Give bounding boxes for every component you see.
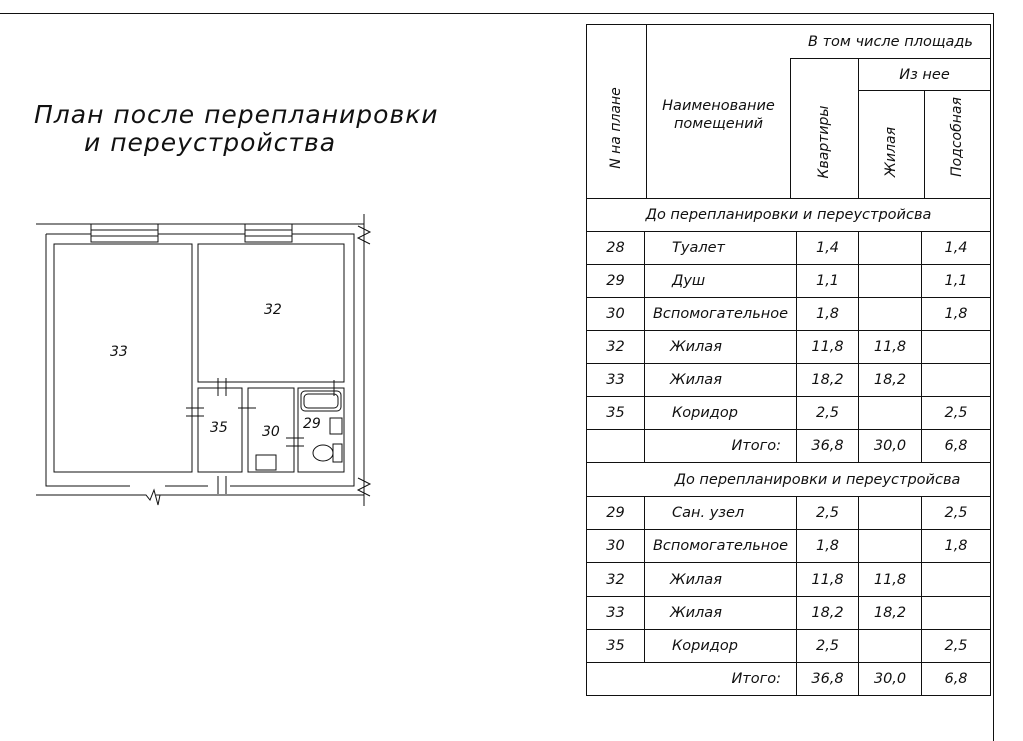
s2-total-apt: 36,8 [811,671,844,687]
s2-total-aux: 6,8 [944,671,968,687]
s1-total-label: Итого: [731,438,781,454]
room-label-29: 29 [303,416,321,432]
s2-row3-aux [922,563,990,596]
s2-row5-n: 35 [606,638,625,654]
s1-row2-apt: 1,1 [815,273,840,289]
s1-row3-apt: 1,8 [815,306,840,322]
room-label-32: 32 [264,302,282,318]
s1-row4-aux [922,331,990,363]
s2-row4-n: 33 [606,605,625,621]
section2-title: До перепланировки и переустройсва [674,471,961,488]
s1-row6-apt: 2,5 [815,405,840,421]
s2-row4-living: 18,2 [873,605,907,621]
s1-row2-name: Душ [672,273,706,289]
s2-total-label: Итого: [731,671,781,687]
s2-row4-apt: 18,2 [811,605,844,621]
s1-row2-n: 29 [606,273,625,289]
room-label-35: 35 [210,420,228,436]
s1-row2-aux: 1,1 [944,273,968,289]
header-number: N на плане [608,87,624,169]
s1-row6-aux: 2,5 [944,405,968,421]
s1-row6-n: 35 [606,405,625,421]
s2-row3-apt: 11,8 [811,571,844,588]
s2-row1-name: Сан. узел [672,505,745,521]
plan-title-line1: План после перепланировки [34,100,439,129]
s1-row4-living: 11,8 [873,339,907,355]
header-apartment: Квартиры [816,105,832,179]
s1-row5-name: Жилая [670,372,722,388]
section1-title: До перепланировки и переустройсва [645,207,932,223]
s2-row1-living [859,497,921,529]
s2-total-living: 30,0 [873,671,907,687]
s2-row5-living [859,630,921,662]
s2-row4-name: Жилая [670,605,722,621]
header-of-which: Из нее [899,66,950,83]
s2-row2-n: 30 [606,538,625,554]
s1-row2-living [859,265,921,297]
s2-row2-aux: 1,8 [944,538,968,554]
s1-row1-living [859,232,921,264]
s2-row4-aux [922,597,990,629]
s1-total-apt: 36,8 [811,438,844,454]
s2-row3-n: 32 [606,571,625,588]
s2-row2-name: Вспомогательное [652,538,789,554]
s2-row2-living [859,530,921,562]
s2-row3-living: 11,8 [873,571,907,588]
s1-total-aux: 6,8 [944,438,968,454]
s1-row5-n: 33 [606,372,625,388]
s1-row3-n: 30 [606,306,625,322]
s1-row1-name: Туалет [672,240,725,256]
s2-row2-apt: 1,8 [815,538,840,554]
s1-row4-n: 32 [606,339,625,355]
s1-row4-apt: 11,8 [811,339,844,355]
header-area-including: В том числе площадь [808,33,973,50]
s2-row1-apt: 2,5 [815,505,840,521]
room-label-33: 33 [110,344,128,360]
s1-row3-aux: 1,8 [944,306,968,322]
header-living: Жилая [883,126,899,178]
s1-row1-apt: 1,4 [815,240,840,256]
s1-row3-living [859,298,921,330]
s1-row3-name: Вспомогательное [652,306,789,322]
header-name [647,80,790,150]
s2-row5-apt: 2,5 [815,638,840,654]
s1-row5-aux [922,364,990,396]
s1-row4-name: Жилая [670,339,722,355]
s2-row3-name: Жилая [670,571,722,588]
header-auxiliary: Подсобная [949,97,965,177]
s1-total-living: 30,0 [873,438,907,454]
s1-row5-apt: 18,2 [811,372,844,388]
plan-title-line2: и переустройства [84,128,337,157]
s1-row5-living: 18,2 [873,372,907,388]
s2-row5-aux: 2,5 [944,638,968,654]
header-name-text: Наименование помещений [662,98,775,132]
s1-row6-living [859,397,921,429]
s2-row5-name: Коридор [672,638,738,654]
s1-row1-n: 28 [606,240,625,256]
s1-row6-name: Коридор [672,405,738,421]
s2-row1-aux: 2,5 [944,505,968,521]
s2-row1-n: 29 [606,505,625,521]
room-label-30: 30 [262,424,280,440]
s1-row1-aux: 1,4 [944,240,968,256]
